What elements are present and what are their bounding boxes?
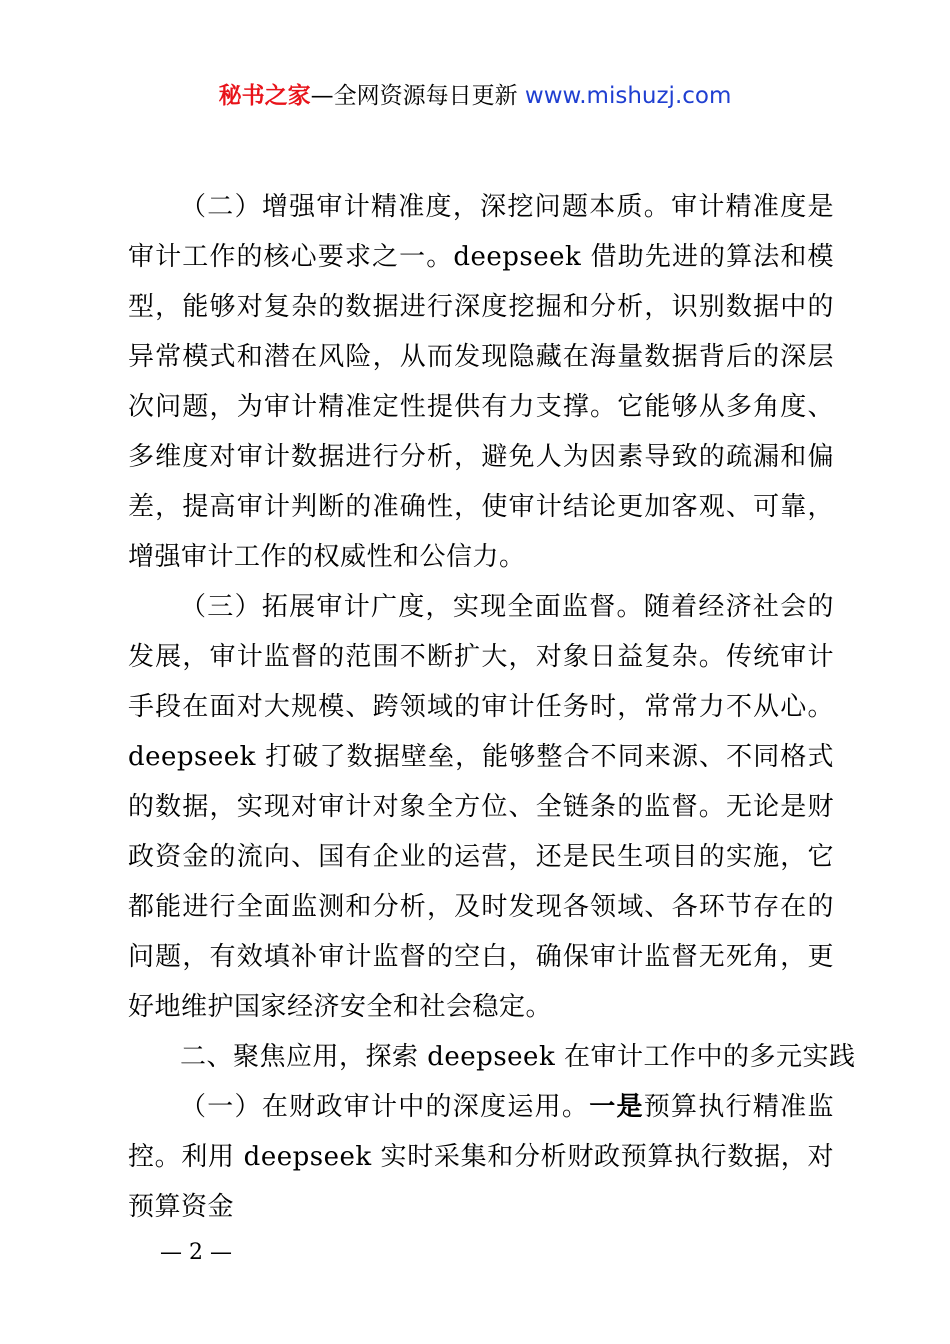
site-header: [0, 80, 950, 112]
section-heading: 二、聚焦应用，探索 deepseek 在审计工作中的多元实践: [180, 1042, 856, 1072]
emphasis-label: 一是: [589, 1092, 644, 1122]
paragraph-fiscal-audit: [128, 1082, 834, 1232]
paragraph-enhance-precision: （二）增强审计精准度，深挖问题本质。审计精准度是审计工作的核心要求之一。deepseek 借助先进的算法和模型，能够对复杂的数据进行深度挖掘和分析，识别数据中的异常模式和潜在风险，从而发现隐藏在海量数据背后的深层次问题，为审计精准定性提供有力支撑。它能够从多角度、多维度对审计数据进行分析，避免人为因素导致的疏漏和偏差，提高审计判断的准确性，使审计结论更加客观、可靠，增强审计工作的权威性和公信力。: [128, 192, 834, 572]
brand-name: 秘书之家: [218, 83, 311, 109]
paragraph-expand-breadth: （三）拓展审计广度，实现全面监督。随着经济社会的发展，审计监督的范围不断扩大，对象日益复杂。传统审计手段在面对大规模、跨领域的审计任务时，常常力不从心。deepseek 打破了数据壁垒，能够整合不同来源、不同格式的数据，实现对审计对象全方位、全链条的监督。无论是财政资金的流向、国有企业的运营，还是民生项目的实施，它都能进行全面监测和分析，及时发现各领域、各环节存在的问题，有效填补审计监督的空白，确保审计监督无死角，更好地维护国家经济安全和社会稳定。: [128, 592, 834, 1022]
site-url-link[interactable]: www.mishuzj.com: [524, 83, 732, 109]
header-dash: —: [310, 83, 334, 109]
paragraph-lead: （一）在财政审计中的深度运用。: [180, 1092, 590, 1122]
page-number: — 2 —: [160, 1240, 232, 1265]
paragraph-rest: 预算执行精准监控。利用 deepseek 实时采集和分析财政预算执行数据，对预算资金: [128, 1092, 834, 1222]
document-body: [128, 182, 856, 1232]
header-tagline: 全网资源每日更新: [333, 83, 518, 109]
